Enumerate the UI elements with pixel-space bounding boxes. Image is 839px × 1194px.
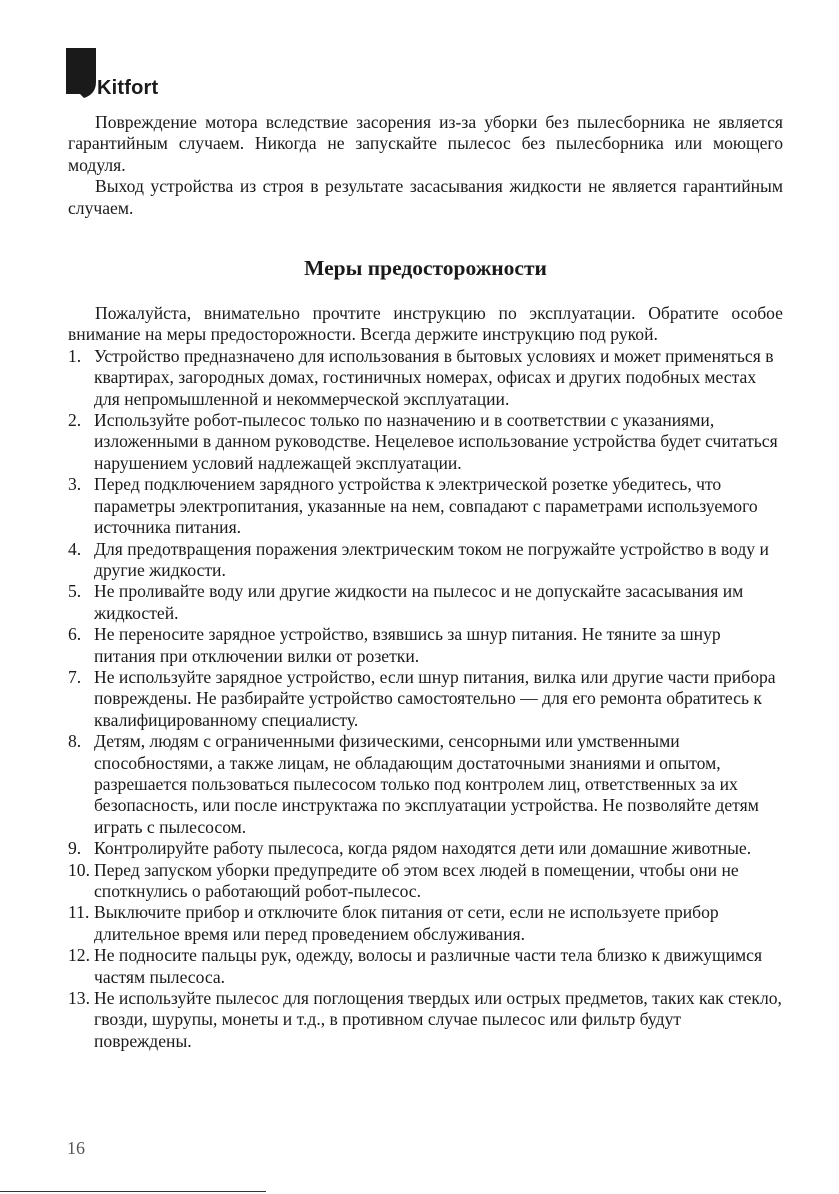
list-item-text: Перед запуском уборки предупредите об этом всех людей в помещении, чтобы они не споткнулись о работающий робот-пылесос. [94,859,739,901]
list-item-number: 11. [68,902,90,923]
list-item [68,581,783,624]
list-item [68,988,783,1052]
list-item-number: 3. [68,474,82,495]
brand-name: Kitfort [97,77,159,99]
list-item-number: 5. [68,581,82,602]
list-item-number: 9. [68,838,82,859]
footer-divider [0,1191,266,1192]
list-item [68,902,783,945]
list-item-text: Устройство предназначено для использования в бытовых условиях и может применяться в квартирах, загородных домах, гостиничных номерах, офисах и других подобных местах для непромышленной и некоммерческой эксплуатации. [94,345,774,409]
page-content [68,112,783,1052]
list-item-text: Перед подключением зарядного устройства к электрической розетке убедитесь, что параметры электропитания, указанные на нем, совпадают с параметрами используемого источника питания. [94,474,758,538]
list-item [68,945,783,988]
list-item-number: 10. [68,859,90,880]
list-item [68,539,783,582]
page-number: 16 [67,1138,85,1158]
list-item-number: 1. [68,345,82,366]
list-item-number: 4. [68,538,82,559]
list-item-text: Не переносите зарядное устройство, взявшись за шнур питания. Не тяните за шнур питания при отключении вилки от розетки. [94,624,721,666]
list-item-text: Контролируйте работу пылесоса, когда рядом находятся дети или домашние животные. [94,838,752,859]
list-item [68,860,783,903]
list-item [68,624,783,667]
brand-logo [66,48,266,104]
list-item-text: Выключите прибор и отключите блок питания от сети, если не используете прибор длительное время или перед проведением обслуживания. [94,902,719,944]
list-item-text: Для предотвращения поражения электрическим током не погружайте устройство в воду и другие жидкости. [94,538,769,580]
list-item [68,667,783,731]
list-item-number: 7. [68,666,82,687]
list-item-text: Используйте робот-пылесос только по назначению и в соответствии с указаниями, изложенными в данном руководстве. Нецелевое использование устройства будет считаться нарушением условий надлежащей эксплуатации. [94,410,778,473]
list-item-number: 12. [68,945,90,966]
list-item-text: Не проливайте воду или другие жидкости на пылесос и не допускайте засасывания им жидкостей. [94,581,744,623]
list-item [68,410,783,474]
kitfort-logo-icon [66,48,96,98]
list-item-text: Не подносите пальцы рук, одежду, волосы и различные части тела близко к движущимся частям пылесоса. [94,945,763,987]
list-item [68,474,783,538]
list-item-text: Детям, людям с ограниченными физическими, сенсорными или умственными способностями, а также лицам, не обладающим достаточными знаниями и опытом, разрешается пользоваться пылесосом только под контролем лиц, ответственных за их безопасность, или после инструктажа по эксплуатации устройства. Не позволяйте детям играть с пылесосом. [94,731,759,837]
list-item-number: 6. [68,624,82,645]
list-item-text: Не используйте пылесос для поглощения твердых или острых предметов, таких как стекло, гвозди, шурупы, монеты и т.д., в противном случае пылесос или фильтр будут повреждены. [94,988,782,1051]
intro-paragraph-2: Выход устройства из строя в результате засасывания жидкости не является гарантийным случаем. [68,176,783,218]
section-lead: Пожалуйста, внимательно прочтите инструкцию по эксплуатации. Обратите особое внимание на меры предосторожности. Всегда держите инструкцию под рукой. [68,303,783,345]
list-item-number: 8. [68,731,82,752]
list-item-number: 13. [68,988,90,1009]
precautions-list [68,346,783,1052]
list-item-number: 2. [68,410,82,431]
list-item [68,731,783,838]
list-item [68,346,783,410]
list-item [68,838,783,859]
section-title: Меры предосторожности [304,256,547,281]
intro-paragraph-1: Повреждение мотора вследствие засорения из-за уборки без пылесборника не является гарантийным случаем. Никогда не запускайте пылесос без пылесборника или моющего модуля. [68,112,783,175]
list-item-text: Не используйте зарядное устройство, если шнур питания, вилка или другие части прибора повреждены. Не разбирайте устройство самостоятельно — для его ремонта обратитесь к квалифицированному специалисту. [94,666,776,730]
